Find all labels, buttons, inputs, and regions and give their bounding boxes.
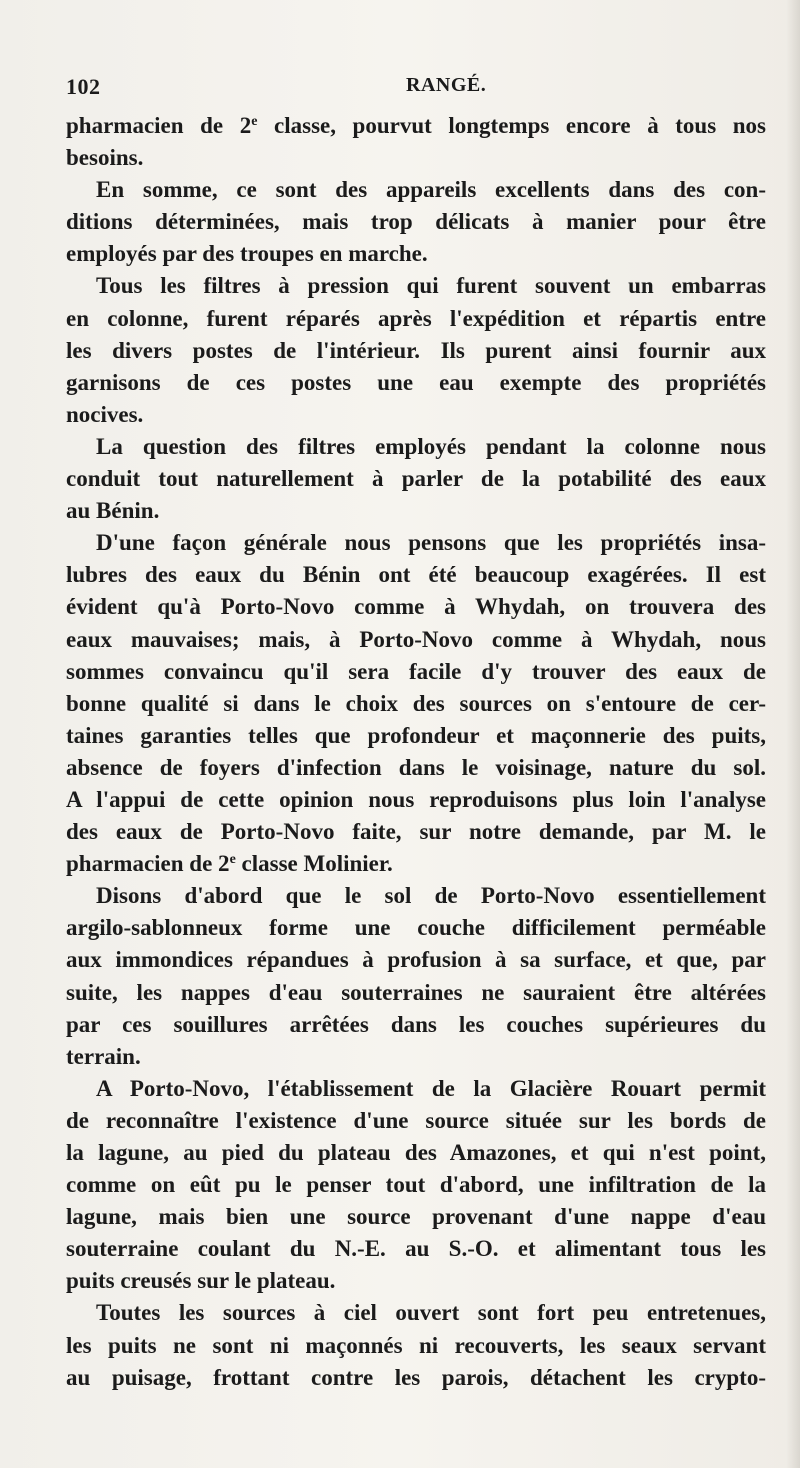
text-line: comme on eût pu le penser tout d'abord, une infiltration de la [66,1172,766,1198]
text-line: A Porto-Novo, l'établissement de la Glacière Rouart permit [96,1075,766,1101]
text-line: eaux mauvaises; mais, à Porto-Novo comme à Whydah, nous [66,626,766,652]
page-number: 102 [66,74,101,99]
text-line: par ces souillures arrêtées dans les couches supérieures du [66,1011,766,1037]
text-line: conduit tout naturellement à parler de la potabilité des eaux [66,466,766,492]
text-line: Tous les filtres à pression qui furent souvent un embarras [96,273,766,299]
text-line: Disons d'abord que le sol de Porto-Novo essentiellement [96,883,766,909]
text-line: des eaux de Porto-Novo faite, sur notre demande, par M. le [66,819,766,845]
text-line: puits creusés sur le plateau. [66,1268,336,1294]
text-line: Toutes les sources à ciel ouvert sont fort peu entretenues, [96,1300,766,1326]
text-line: A l'appui de cette opinion nous reproduisons plus loin l'analyse [66,786,766,812]
text-line: souterraine coulant du N.-E. au S.-O. et alimentant tous les [66,1236,766,1262]
text-line: évident qu'à Porto-Novo comme à Whydah, on trouvera des [66,594,766,620]
text-line: aux immondices répandues à profusion à sa surface, et que, par [66,947,766,973]
text-line: pharmacien de 2e classe Molinier. [66,851,393,877]
text-line: besoins. [66,145,144,171]
running-head [66,74,764,104]
text-line: garnisons de ces postes une eau exempte des propriétés [66,369,766,395]
text-line: terrain. [66,1043,141,1069]
text-line: employés par des troupes en marche. [66,241,428,267]
text-line: D'une façon générale nous pensons que les propriétés insa- [96,530,766,556]
text-line: lagune, mais bien une source provenant d'une nappe d'eau [66,1204,766,1230]
text-line: les divers postes de l'intérieur. Ils purent ainsi fournir aux [66,337,766,363]
text-line: pharmacien de 2e classe, pourvut longtemps encore à tous nos [66,113,766,138]
running-head-title: RANGÉ. [406,74,487,96]
text-line: ditions déterminées, mais trop délicats à manier pour être [66,209,766,235]
text-line: de reconnaître l'existence d'une source située sur les bords de [66,1107,766,1133]
text-line: au puisage, frottant contre les parois, détachent les crypto- [66,1364,766,1390]
text-line: En somme, ce sont des appareils excellents dans des con- [96,177,766,203]
text-line: La question des filtres employés pendant la colonne nous [96,433,766,459]
text-line: nocives. [66,401,144,427]
text-line: au Bénin. [66,498,160,524]
text-line: en colonne, furent réparés après l'expédition et répartis entre [66,305,766,331]
text-line: sommes convaincu qu'il sera facile d'y trouver des eaux de [66,658,766,684]
page-edge-shadow [786,0,800,1468]
text-line: lubres des eaux du Bénin ont été beaucoup exagérées. Il est [66,562,766,588]
text-line: bonne qualité si dans le choix des sources on s'entoure de cer- [66,690,766,716]
text-line: la lagune, au pied du plateau des Amazones, et qui n'est point, [66,1140,766,1165]
text-line: absence de foyers d'infection dans le voisinage, nature du sol. [66,754,766,780]
text-line: suite, les nappes d'eau souterraines ne sauraient être altérées [66,979,766,1005]
text-line: les puits ne sont ni maçonnés ni recouverts, les seaux servant [66,1332,766,1358]
text-line: argilo-sablonneux forme une couche difficilement perméable [66,915,766,941]
body-text [66,110,766,1394]
text-line: taines garanties telles que profondeur et maçonnerie des puits, [66,722,766,748]
